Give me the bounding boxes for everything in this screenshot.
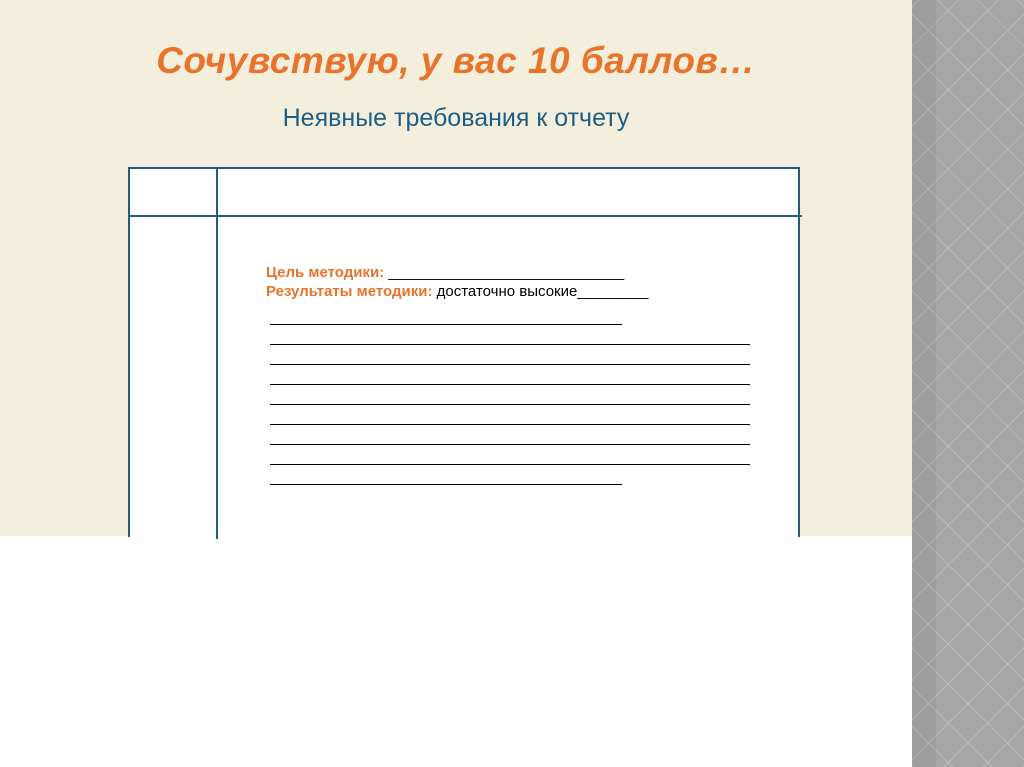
page-subtitle: Неявные требования к отчету (282, 104, 630, 132)
field-label-goal: Цель методики: (266, 264, 385, 281)
field-label-results: Результаты методики: (266, 283, 433, 300)
blank-writing-lines (270, 324, 750, 504)
field-rule-results: _________ (577, 283, 648, 300)
band-shade (912, 0, 936, 767)
field-row-results (266, 282, 756, 301)
blank-line (270, 384, 750, 385)
blank-line (270, 324, 622, 325)
form-fields (266, 263, 756, 301)
page-title: Сочувствую, у вас 10 баллов… (156, 40, 756, 81)
blank-line (270, 404, 750, 405)
blank-line (270, 464, 750, 465)
blank-line (270, 364, 750, 365)
form-header-divider (130, 215, 802, 217)
blank-line (270, 484, 622, 485)
report-form (128, 167, 800, 537)
blank-line (270, 444, 750, 445)
blank-line (270, 424, 750, 425)
blank-line (270, 344, 750, 345)
field-value-results: достаточно высокие (436, 283, 578, 300)
decorative-side-band (912, 0, 1024, 767)
field-rule-goal: ______________________________ (388, 264, 624, 281)
field-row-goal (266, 263, 756, 282)
form-column-divider (216, 169, 218, 539)
